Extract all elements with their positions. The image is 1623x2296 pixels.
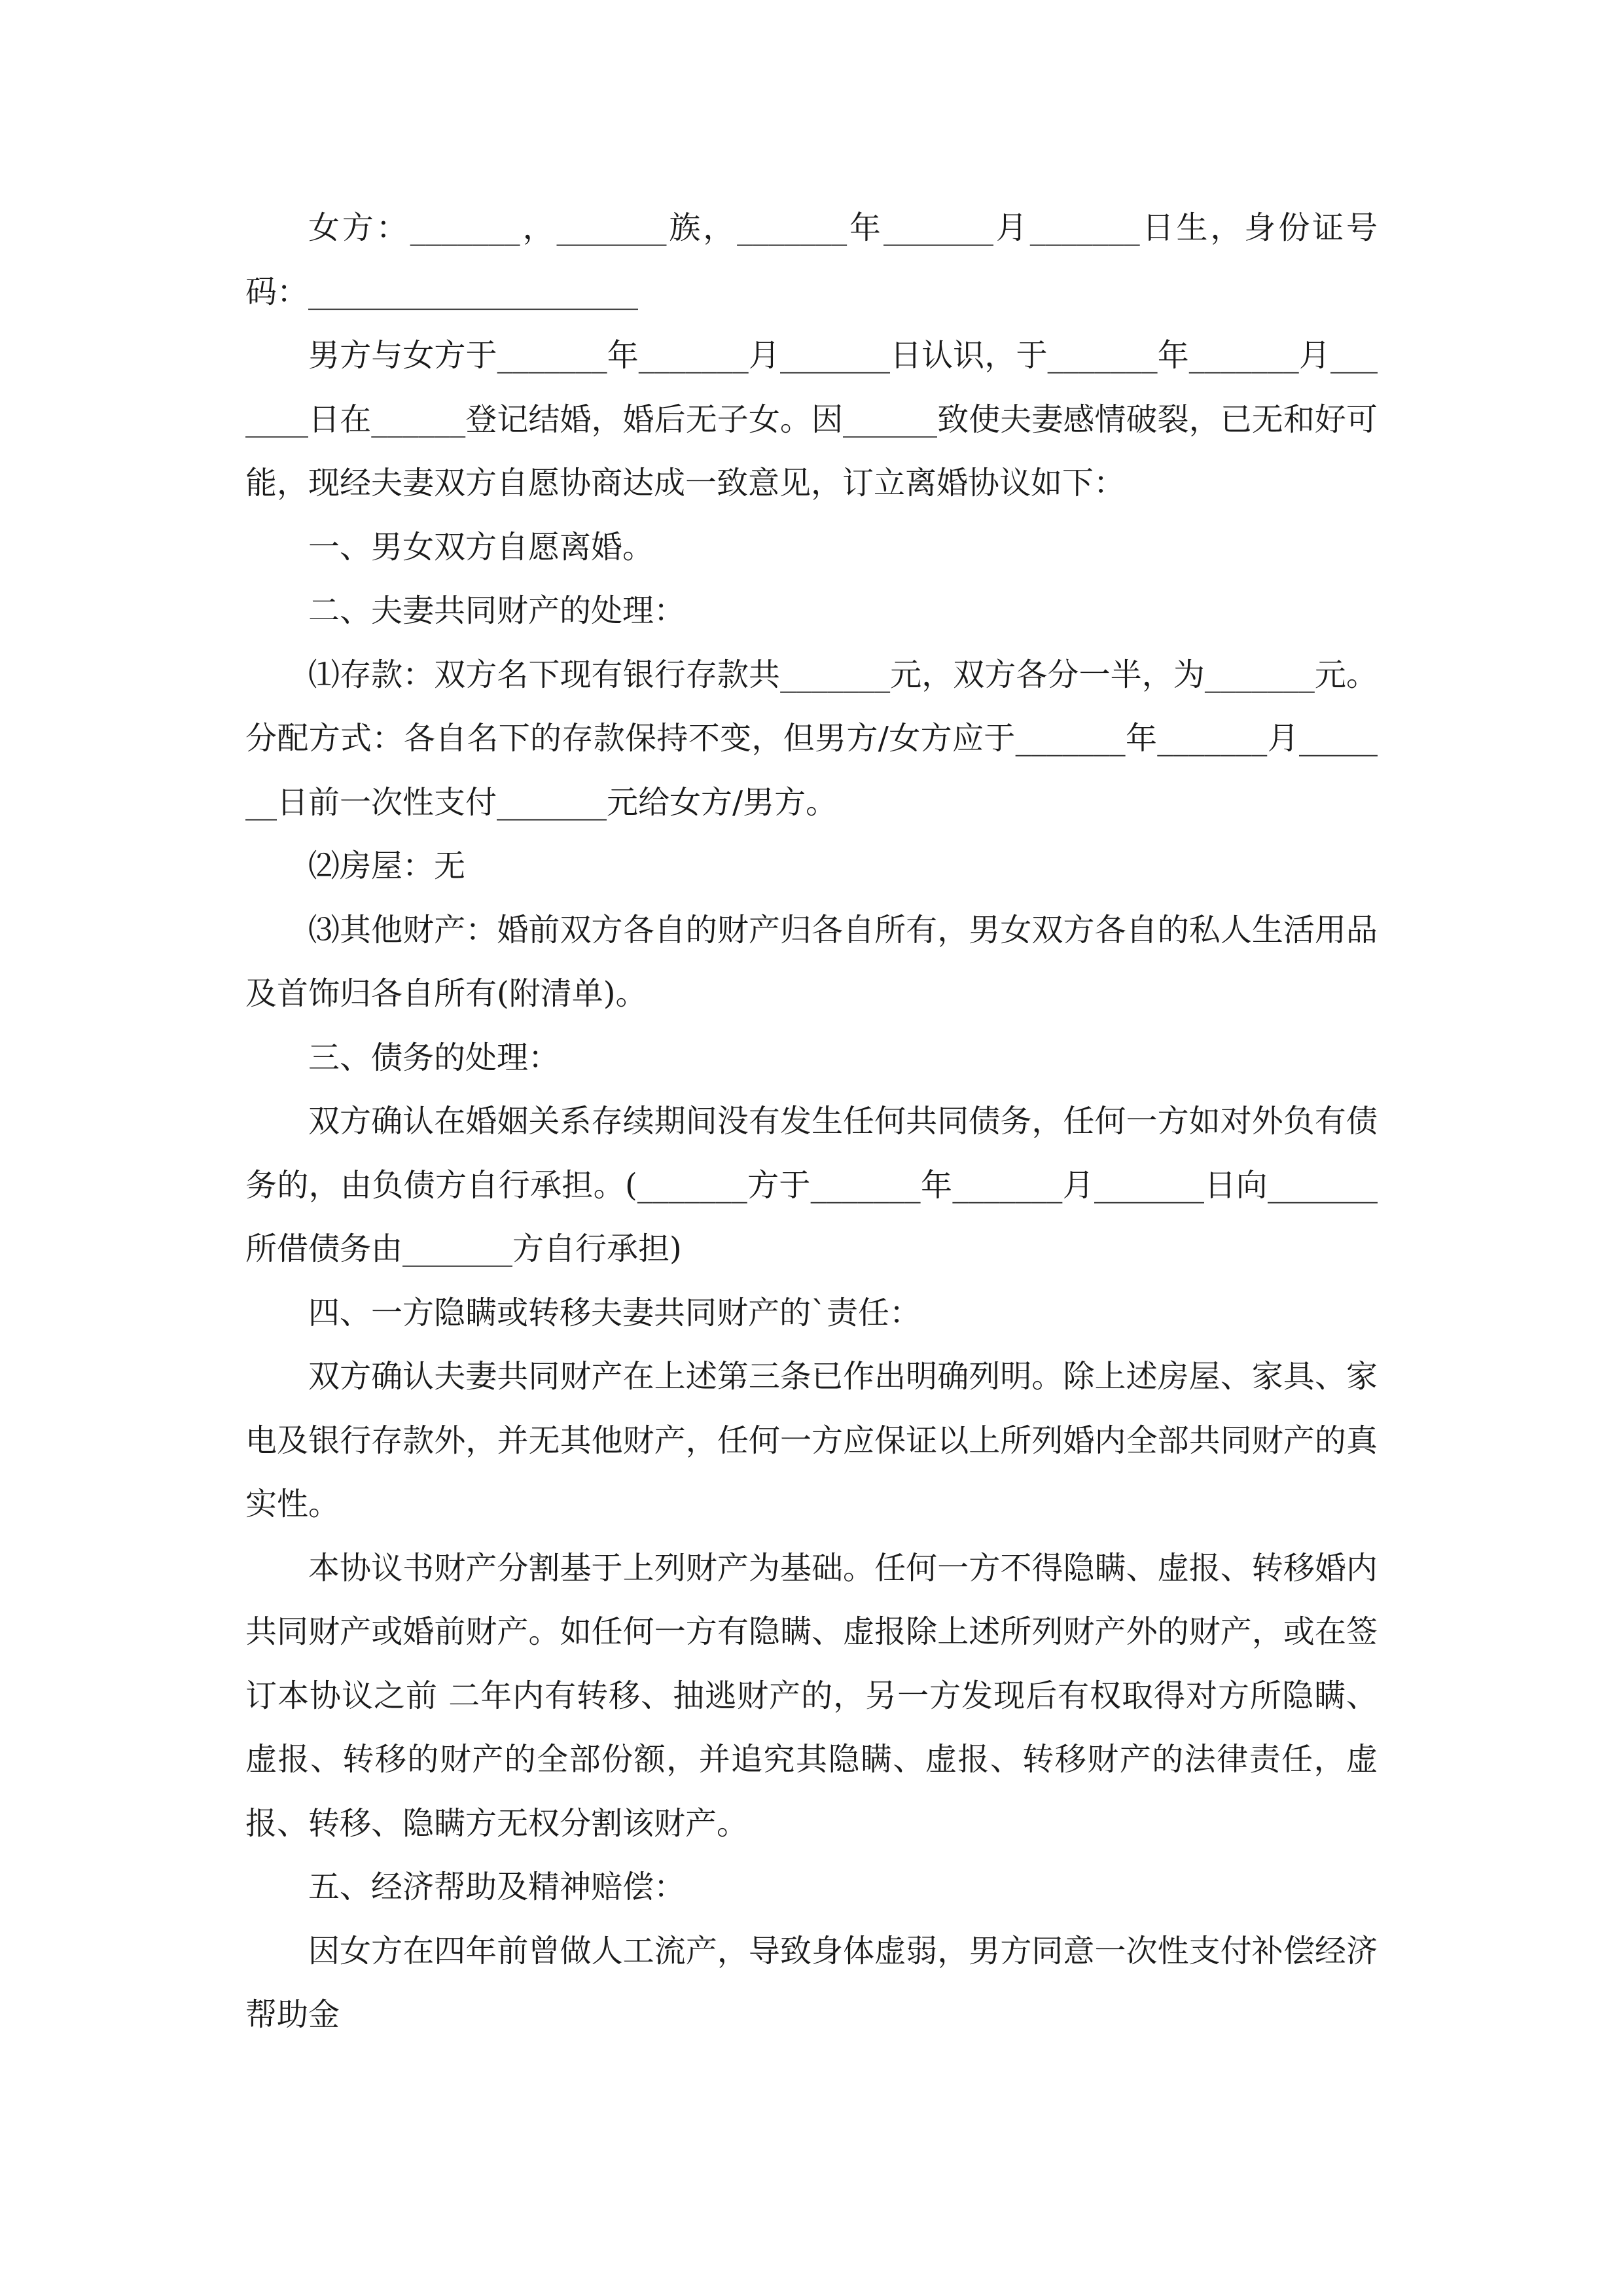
section-heading-2: 二、夫妻共同财产的处理： bbox=[308, 592, 686, 629]
paragraph-concealment-liability: 本协议书财产分割基于上列财产为基础。任何一方不得隐瞒、虚报、转移婚内共同财产或婚前财产。如任何一方有隐瞒、虚报除上述所列财产外的财产，或在签订本协议之前 二年内有转移、抽逃财产的，另一方发现后有权取得对方所隐瞒、虚报、转移的财产的全部份额，并追究其隐瞒、虚报、转移财产的法律责任，虚报、转移、隐瞒方无权分割该财产。 bbox=[245, 1549, 1378, 1842]
paragraph-debts: 双方确认在婚姻关系存续期间没有发生任何共同债务，任何一方如对外负有债务的，由负债方自行承担。(_______方于_______年_______月_______日向_______所借债务由_______方自行承担) bbox=[245, 1103, 1378, 1267]
paragraph-housing: ⑵房屋：无 bbox=[308, 848, 466, 884]
section-heading-5: 五、经济帮助及精神赔偿： bbox=[308, 1869, 686, 1905]
paragraph-marriage-info: 男方与女方于_______年_______月_______日认识，于_______年_______月_______日在______登记结婚，婚后无子女。因______致使夫妻感情破裂，已无和好可能，现经夫妻双方自愿协商达成一致意见，订立离婚协议如下： bbox=[245, 337, 1378, 501]
section-heading-4: 四、一方隐瞒或转移夫妻共同财产的`责任： bbox=[308, 1294, 921, 1331]
document-body bbox=[245, 196, 1378, 2047]
paragraph-female-party: 女方：_______，_______族，_______年_______月_______日生，身份证号码：_____________________ bbox=[245, 209, 1378, 310]
section-heading-1: 一、男女双方自愿离婚。 bbox=[308, 528, 654, 565]
section-heading-3: 三、债务的处理： bbox=[308, 1039, 560, 1076]
paragraph-deposits: ⑴存款：双方名下现有银行存款共_______元，双方各分一半，为_______元。分配方式：各自名下的存款保持不变，但男方/女方应于_______年_______月_______日前一次性支付_______元给女方/男方。 bbox=[245, 656, 1378, 821]
paragraph-compensation: 因女方在四年前曾做人工流产，导致身体虚弱，男方同意一次性支付补偿经济帮助金 bbox=[245, 1932, 1378, 2033]
paragraph-property-confirmation: 双方确认夫妻共同财产在上述第三条已作出明确列明。除上述房屋、家具、家电及银行存款外，并无其他财产，任何一方应保证以上所列婚内全部共同财产的真实性。 bbox=[245, 1358, 1378, 1522]
paragraph-other-property: ⑶其他财产：婚前双方各自的财产归各自所有，男女双方各自的私人生活用品及首饰归各自所有(附清单)。 bbox=[245, 911, 1378, 1012]
